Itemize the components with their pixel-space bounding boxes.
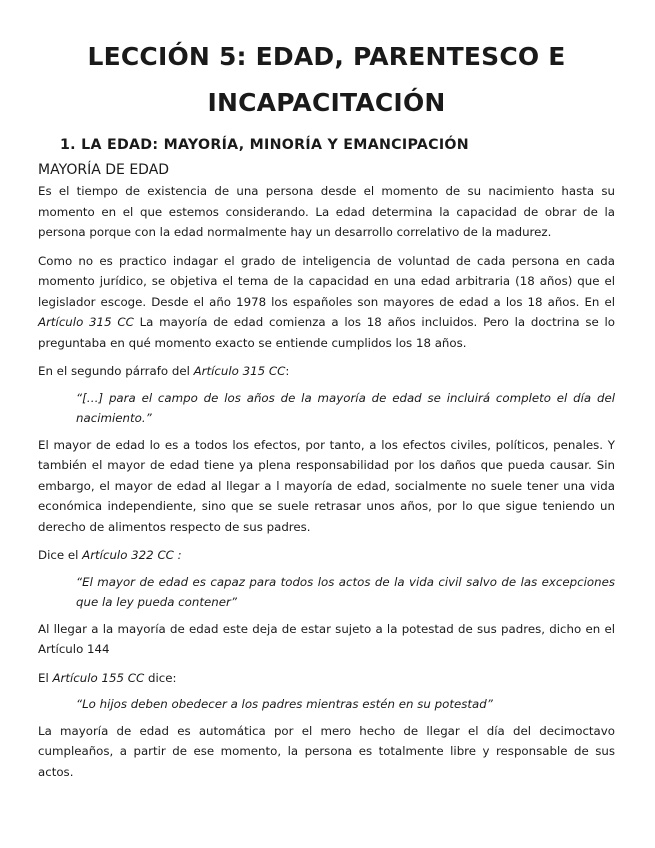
paragraph-effects: El mayor de edad lo es a todos los efectos, por tanto, a los efectos civiles, políticos, penales. Y también el mayor de edad tiene ya plena responsabilidad por los daños que pueda causar. Sin embargo, el mayor de edad al llegar a l mayoría de edad, socialmente no suele tener una vida económica independiente, sino que se suele retrasar unos años, por lo que sigue teniendo un derecho de alimentos respecto de sus padres. [38, 437, 615, 534]
paragraph-text: En el segundo párrafo del [38, 364, 194, 378]
quote-article-155: “Lo hijos deben obedecer a los padres mientras estén en su potestad” [76, 697, 493, 711]
paragraph-automatic: La mayoría de edad es automática por el mero hecho de llegar el día del decimoctavo cumpleaños, a partir de ese momento, la persona es totalmente libre y responsable de sus actos. [38, 723, 615, 779]
article-reference: Artículo 315 CC [38, 315, 134, 329]
paragraph-definition: Es el tiempo de existencia de una persona desde el momento de su nacimiento hasta su momento en el que estemos considerando. La edad determina la capacidad de obrar de la persona porque con la edad normalmente hay un desarrollo correlativo de la madurez. [38, 184, 615, 239]
title-line-1: LECCIÓN 5: EDAD, PARENTESCO E [87, 42, 566, 71]
paragraph-article-155-intro [38, 668, 615, 689]
paragraph-text: Dice el [38, 548, 83, 562]
article-reference: Artículo 155 CC [52, 670, 145, 685]
paragraph-age-18 [38, 251, 615, 354]
lesson-title [38, 34, 615, 126]
paragraph-potestad: Al llegar a la mayoría de edad este deja de estar sujeto a la potestad de sus padres, dicho en el Artículo 144 [38, 621, 615, 656]
article-reference: Artículo 322 CC : [82, 548, 182, 562]
paragraph-text: : [285, 364, 290, 378]
quote-article-315: “[…] para el campo de los años de la mayoría de edad se incluirá completo el día del nacimiento.” [76, 390, 615, 425]
paragraph-text: La mayoría de edad comienza a los 18 años incluidos. Pero la doctrina se lo preguntaba en qué momento exacto se entiende cumplidos los 18 años. [38, 315, 615, 350]
document-page [38, 0, 615, 782]
paragraph-text: El [38, 670, 53, 685]
subsection-heading: MAYORÍA DE EDAD [38, 162, 170, 178]
paragraph-text: dice: [144, 670, 177, 685]
paragraph-second-para-intro [38, 361, 615, 382]
section-heading: 1. LA EDAD: MAYORÍA, MINORÍA Y EMANCIPACIÓN [60, 137, 469, 153]
paragraph-text: Como no es practico indagar el grado de inteligencia de voluntad de cada persona en cada momento jurídico, se objetiva el tema de la capacidad en una edad arbitraria (18 años) que el legislador escoge. Desde el año 1978 los españoles son mayores de edad a los 18 años. En el [38, 253, 615, 309]
quote-article-322: “El mayor de edad es capaz para todos los actos de la vida civil salvo de las excepciones que la ley pueda contener” [76, 574, 615, 609]
article-reference: Artículo 315 CC [193, 364, 286, 378]
title-line-2: INCAPACITACIÓN [207, 88, 446, 117]
paragraph-article-322-intro [38, 545, 615, 566]
